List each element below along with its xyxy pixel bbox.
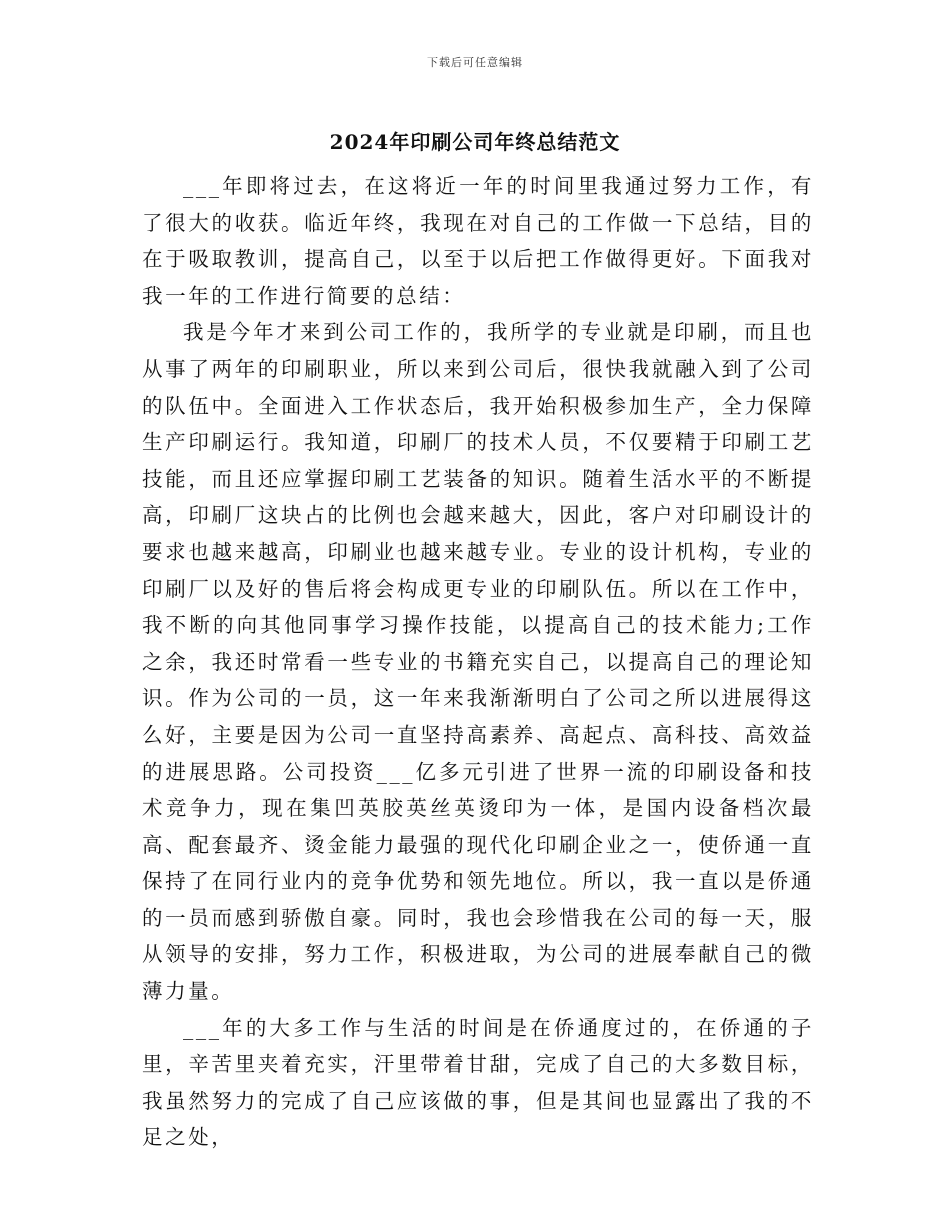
paragraph-1: ___年即将过去，在这将近一年的时间里我通过努力工作，有了很大的收获。临近年终，我现在对自己的工作做一下总结，目的在于吸取教训，提高自己，以至于以后把工作做得更好。下面我对我一年的工作进行简要的总结： [142,174,814,308]
document-title: 2024年印刷公司年终总结范文 [329,130,621,154]
header-note: 下载后可任意编辑 [427,56,523,69]
paragraph-2: 我是今年才来到公司工作的，我所学的专业就是印刷，而且也从事了两年的印刷职业，所以来到公司后，很快我就融入到了公司的队伍中。全面进入工作状态后，我开始积极参加生产，全力保障生产印刷运行。我知道，印刷厂的技术人员，不仅要精于印刷工艺技能，而且还应掌握印刷工艺装备的知识。随着生活水平的不断提高，印刷厂这块占的比例也会越来越大，因此，客户对印刷设计的要求也越来越高，印刷业也越来越专业。专业的设计机构，专业的印刷厂以及好的售后将会构成更专业的印刷队伍。所以在工作中，我不断的向其他同事学习操作技能，以提高自己的技术能力;工作之余，我还时常看一些专业的书籍充实自己，以提高自己的理论知识。作为公司的一员，这一年来我渐渐明白了公司之所以进展得这么好，主要是因为公司一直坚持高素养、高起点、高科技、高效益的进展思路。公司投资___亿多元引进了世界一流的印刷设备和技术竞争力，现在集凹英胶英丝英烫印为一体，是国内设备档次最高、配套最齐、烫金能力最强的现代化印刷企业之一，使侨通一直保持了在同行业内的竞争优势和领先地位。所以，我一直以是侨通的一员而感到骄傲自豪。同时，我也会珍惜我在公司的每一天，服从领导的安排，努力工作，积极进取，为公司的进展奉献自己的微薄力量。 [142,320,814,1004]
paragraph-3: ___年的大多工作与生活的时间是在侨通度过的，在侨通的子里，辛苦里夹着充实，汗里带着甘甜，完成了自己的大多数目标，我虽然努力的完成了自己应该做的事，但是其间也显露出了我的不足之处， [142,1015,814,1150]
document-body [142,168,814,1156]
